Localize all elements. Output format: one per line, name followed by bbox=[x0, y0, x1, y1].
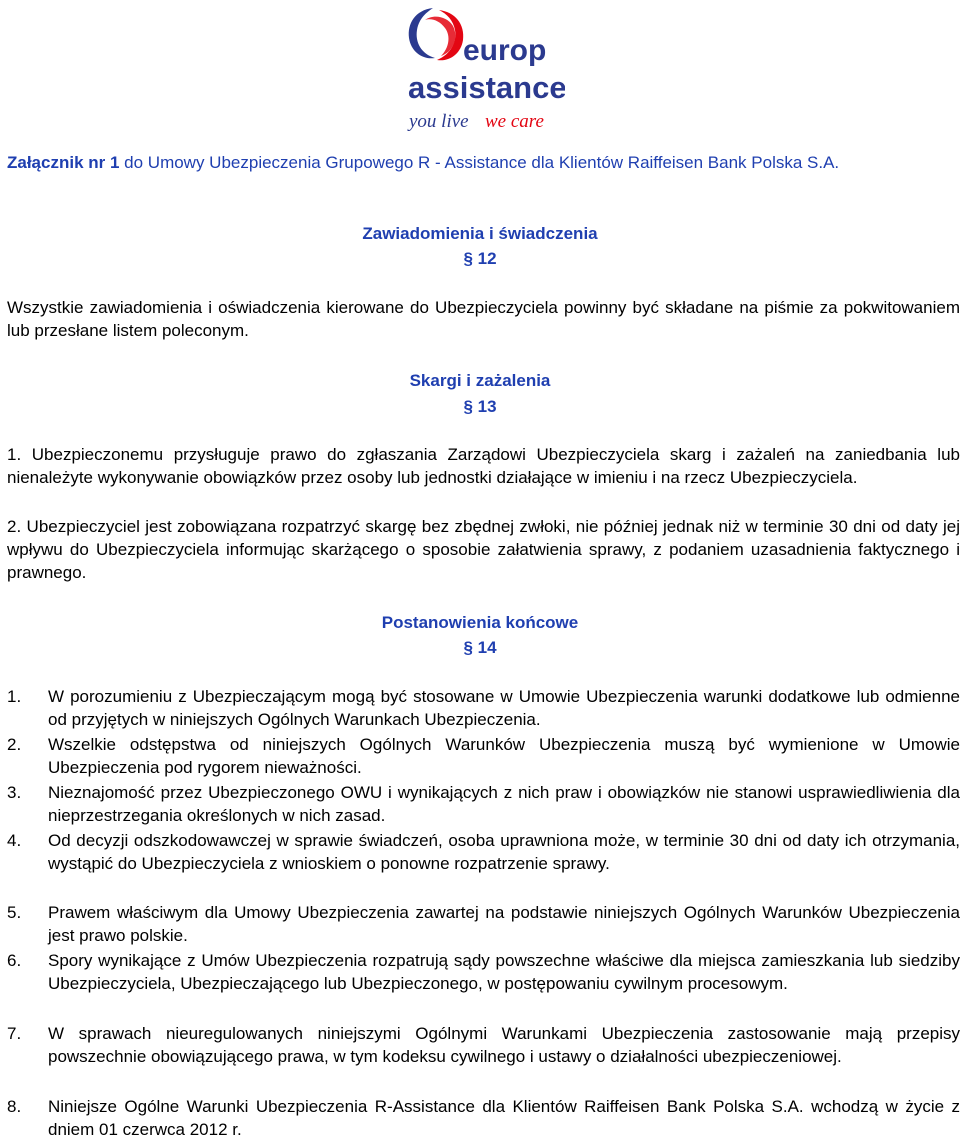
svg-text:assistance: assistance bbox=[408, 70, 565, 105]
s13-item-1 bbox=[7, 443, 960, 489]
s14-item-7-text: W sprawach nieuregulowanych niniejszymi Ogólnymi Warunkami Ubezpieczenia zastosowanie mają przepisy powszechnie obowiązującego prawa, w tym kodeksu cywilnego i ustawy o działalności ubezpieczeniowej. bbox=[48, 1024, 960, 1066]
section-12-text: Wszystkie zawiadomienia i oświadczenia kierowane do Ubezpieczyciela powinny być składane na piśmie za pokwitowaniem lub przesłane listem poleconym. bbox=[7, 298, 960, 340]
s13-item-2-text: Ubezpieczyciel jest zobowiązana rozpatrzyć skargę bez zbędnej zwłoki, nie później jednak niż w terminie 30 dni od daty jej wpływu do Ubezpieczyciela informując skarżącego o sposobie załatwienia sprawy, z podaniem uzasadnienia faktycznego i prawnego. bbox=[7, 517, 960, 582]
s14-item-1-text: W porozumieniu z Ubezpieczającym mogą być stosowane w Umowie Ubezpieczenia warunki dodatkowe lub odmienne od przyjętych w niniejszych Ogólnych Warunkach Ubezpieczenia. bbox=[48, 687, 960, 729]
s14-item-5-num: 5. bbox=[7, 903, 22, 922]
s13-item-2-num: 2. bbox=[7, 517, 22, 536]
section-12-number: § 12 bbox=[463, 249, 497, 268]
s14-item-3-num: 3. bbox=[7, 783, 22, 802]
s14-item-3-text: Nieznajomość przez Ubezpieczonego OWU i wynikających z nich praw i obowiązków nie stanowi usprawiedliwienia dla nieprzestrzegania określonych w nich zasad. bbox=[48, 783, 960, 825]
svg-text:europ: europ bbox=[463, 34, 547, 67]
logo-graphic bbox=[405, 6, 565, 134]
s14-item-2-num: 2. bbox=[7, 735, 22, 754]
s14-item-8-text: Niniejsze Ogólne Warunki Ubezpieczenia R-Assistance dla Klientów Raiffeisen Bank Polska S.A. wchodzą w życie z dniem 01 czerwca 2012 r. bbox=[48, 1097, 960, 1139]
europ-assistance-logo bbox=[405, 6, 565, 134]
section-13-number: § 13 bbox=[463, 397, 497, 416]
s14-item-8-num: 8. bbox=[7, 1097, 22, 1116]
s14-item-6-text: Spory wynikające z Umów Ubezpieczenia rozpatrują sądy powszechne właściwe dla miejsca zamieszkania lub siedziby Ubezpieczyciela, Ubezpieczającego lub Ubezpieczonego, w postępowaniu cywilnym procesowym. bbox=[48, 951, 960, 993]
annex-title bbox=[7, 151, 957, 174]
s14-item-1 bbox=[7, 685, 960, 731]
svg-text:you live: you live bbox=[409, 111, 469, 132]
s13-item-1-text: Ubezpieczonemu przysługuje prawo do zgłaszania Zarządowi Ubezpieczyciela skarg i zażaleń na zaniedbania lub nienależyte wykonywanie obowiązków przez osoby lub jednostki działające w imieniu i na rzecz Ubezpieczyciela. bbox=[7, 445, 960, 487]
s14-item-7 bbox=[7, 1022, 960, 1068]
s14-item-6 bbox=[7, 949, 960, 995]
section-13-title: Skargi i zażalenia bbox=[409, 371, 551, 390]
section-12-title: Zawiadomienia i świadczenia bbox=[362, 224, 598, 243]
s14-item-3 bbox=[7, 781, 960, 827]
s14-item-4 bbox=[7, 829, 960, 875]
s14-item-5 bbox=[7, 901, 960, 947]
s14-item-4-text: Od decyzji odszkodowawczej w sprawie świadczeń, osoba uprawniona może, w terminie 30 dni od daty ich otrzymania, wystąpić do Ubezpieczyciela z wnioskiem o ponowne rozpatrzenie sprawy. bbox=[48, 831, 960, 873]
svg-text:we care: we care bbox=[485, 111, 544, 132]
s14-item-8 bbox=[7, 1095, 960, 1141]
annex-prefix: Załącznik nr 1 bbox=[7, 153, 120, 172]
s14-item-2-text: Wszelkie odstępstwa od niniejszych Ogólnych Warunków Ubezpieczenia muszą być wymienione w Umowie Ubezpieczenia pod rygorem nieważności. bbox=[48, 735, 960, 777]
s13-item-1-num: 1. bbox=[7, 445, 22, 464]
section-14-title: Postanowienia końcowe bbox=[381, 613, 579, 632]
section-14-number: § 14 bbox=[463, 638, 497, 657]
s14-item-4-num: 4. bbox=[7, 831, 22, 850]
s14-item-5-text: Prawem właściwym dla Umowy Ubezpieczenia zawartej na podstawie niniejszych Ogólnych Warunków Ubezpieczenia jest prawo polskie. bbox=[48, 903, 960, 945]
s14-item-2 bbox=[7, 733, 960, 779]
s13-item-2 bbox=[7, 515, 960, 584]
s14-item-1-num: 1. bbox=[7, 687, 22, 706]
s14-item-6-num: 6. bbox=[7, 951, 22, 970]
annex-rest: do Umowy Ubezpieczenia Grupowego R - Assistance dla Klientów Raiffeisen Bank Polska S.A. bbox=[119, 153, 840, 172]
s14-item-7-num: 7. bbox=[7, 1024, 22, 1043]
